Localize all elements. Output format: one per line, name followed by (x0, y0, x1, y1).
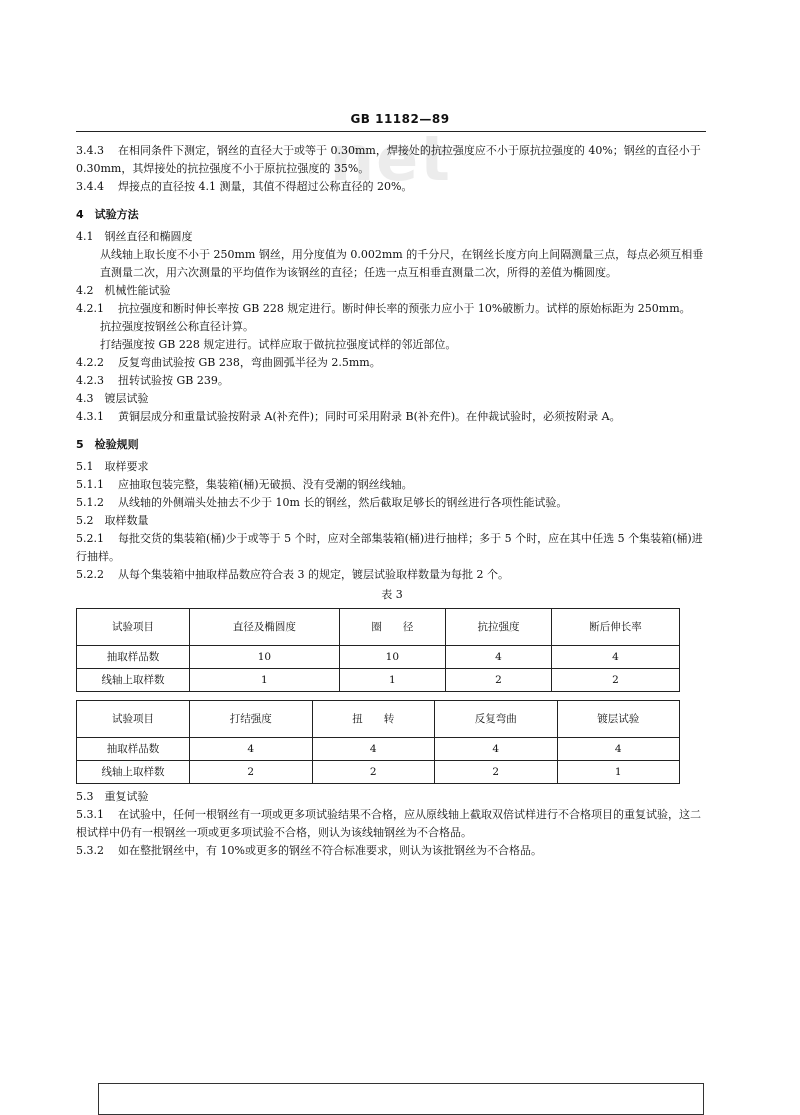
bottom-frame (98, 1083, 704, 1115)
clause-4-2-2: 4.2.2 反复弯曲试验按 GB 238，弯曲圆弧半径为 2.5mm。 (76, 356, 381, 369)
clause-5-2-heading: 5.2 取样数量 (76, 514, 149, 527)
document-body (76, 122, 708, 860)
table-row: 抽取样品数 10 10 4 4 (77, 646, 680, 669)
clause-5-1-1: 5.1.1 应抽取包装完整，集装箱(桶)无破损、没有受潮的钢丝线轴。 (76, 478, 413, 491)
clause-5-2-2: 5.2.2 从每个集装箱中抽取样品数应符合表 3 的规定，镀层试验取样数量为每批 2 个。 (76, 568, 509, 581)
clause-3-4-4: 3.4.4 焊接点的直径按 4.1 测量，其值不得超过公称直径的 20%。 (76, 180, 413, 193)
clause-4-1-heading: 4.1 钢丝直径和椭圆度 (76, 230, 193, 243)
clause-4-3-heading: 4.3 镀层试验 (76, 392, 149, 405)
clause-5-3-1: 5.3.1 在试验中，任何一根钢丝有一项或更多项试验结果不合格，应从原线轴上截取双倍试样进行不合格项目的重复试验，这二根试样中仍有一根钢丝一项或更多项试验不合格，则认为该线轴钢丝为不合格品。 (76, 808, 701, 839)
sample-table-2 (76, 700, 680, 784)
clause-4-2-1: 4.2.1 抗拉强度和断时伸长率按 GB 228 规定进行。断时伸长率的预张力应小于 10%破断力。试样的原始标距为 250mm。 (76, 302, 691, 315)
clause-4-1-text: 从线轴上取长度不小于 250mm 钢丝，用分度值为 0.002mm 的千分尺，在钢丝长度方向上间隔测量三点，每点必须互相垂直测量二次，用六次测量的平均值作为该钢丝的直径；任选一点互相垂直测量二次，所得的差值为椭圆度。 (100, 248, 704, 279)
clause-4-2-1-c: 打结强度按 GB 228 规定进行。试样应取于做抗拉强度试样的邻近部位。 (100, 338, 457, 351)
clause-5-1-heading: 5.1 取样要求 (76, 460, 149, 473)
clause-3-4-3: 3.4.3 在相同条件下测定，钢丝的直径大于或等于 0.30mm，焊接处的抗拉强度应不小于原抗拉强度的 40%；钢丝的直径小于 0.30mm，其焊接处的抗拉强度不小于原抗拉强度的 35%。 (76, 144, 701, 175)
table-header-row: 试验项目 打结强度 扭 转 反复弯曲 镀层试验 (77, 701, 680, 738)
table-caption: 表 3 (381, 588, 403, 601)
clause-5-1-2: 5.1.2 从线轴的外侧端头处抽去不少于 10m 长的钢丝，然后截取足够长的钢丝进行各项性能试验。 (76, 496, 568, 509)
section-5-heading: 5 检验规则 (76, 438, 139, 451)
clause-5-3-2: 5.3.2 如在整批钢丝中，有 10%或更多的钢丝不符合标准要求，则认为该批钢丝为不合格品。 (76, 844, 542, 857)
clause-5-3-heading: 5.3 重复试验 (76, 790, 149, 803)
table-header-row: 试验项目 直径及椭圆度 圈 径 抗拉强度 断后伸长率 (77, 609, 680, 646)
table-row: 线轴上取样数 1 1 2 2 (77, 669, 680, 692)
clause-4-3-1: 4.3.1 黄铜层成分和重量试验按附录 A(补充件)；同时可采用附录 B(补充件)。在仲裁试验时，必须按附录 A。 (76, 410, 621, 423)
sample-table-1 (76, 608, 680, 692)
table-row: 线轴上取样数 2 2 2 1 (77, 761, 680, 784)
clause-5-2-1: 5.2.1 每批交货的集装箱(桶)少于或等于 5 个时，应对全部集装箱(桶)进行抽样；多于 5 个时，应在其中任选 5 个集装箱(桶)进行抽样。 (76, 532, 703, 563)
clause-4-2-3: 4.2.3 扭转试验按 GB 239。 (76, 374, 229, 387)
watermark: net (330, 122, 452, 195)
section-4-heading: 4 试验方法 (76, 208, 139, 221)
page-header: GB 11182—89 (350, 112, 450, 126)
header-rule (76, 131, 706, 132)
clause-4-2-1-b: 抗拉强度按钢丝公称直径计算。 (100, 320, 254, 333)
table-row: 抽取样品数 4 4 4 4 (77, 738, 680, 761)
clause-4-2-heading: 4.2 机械性能试验 (76, 284, 171, 297)
